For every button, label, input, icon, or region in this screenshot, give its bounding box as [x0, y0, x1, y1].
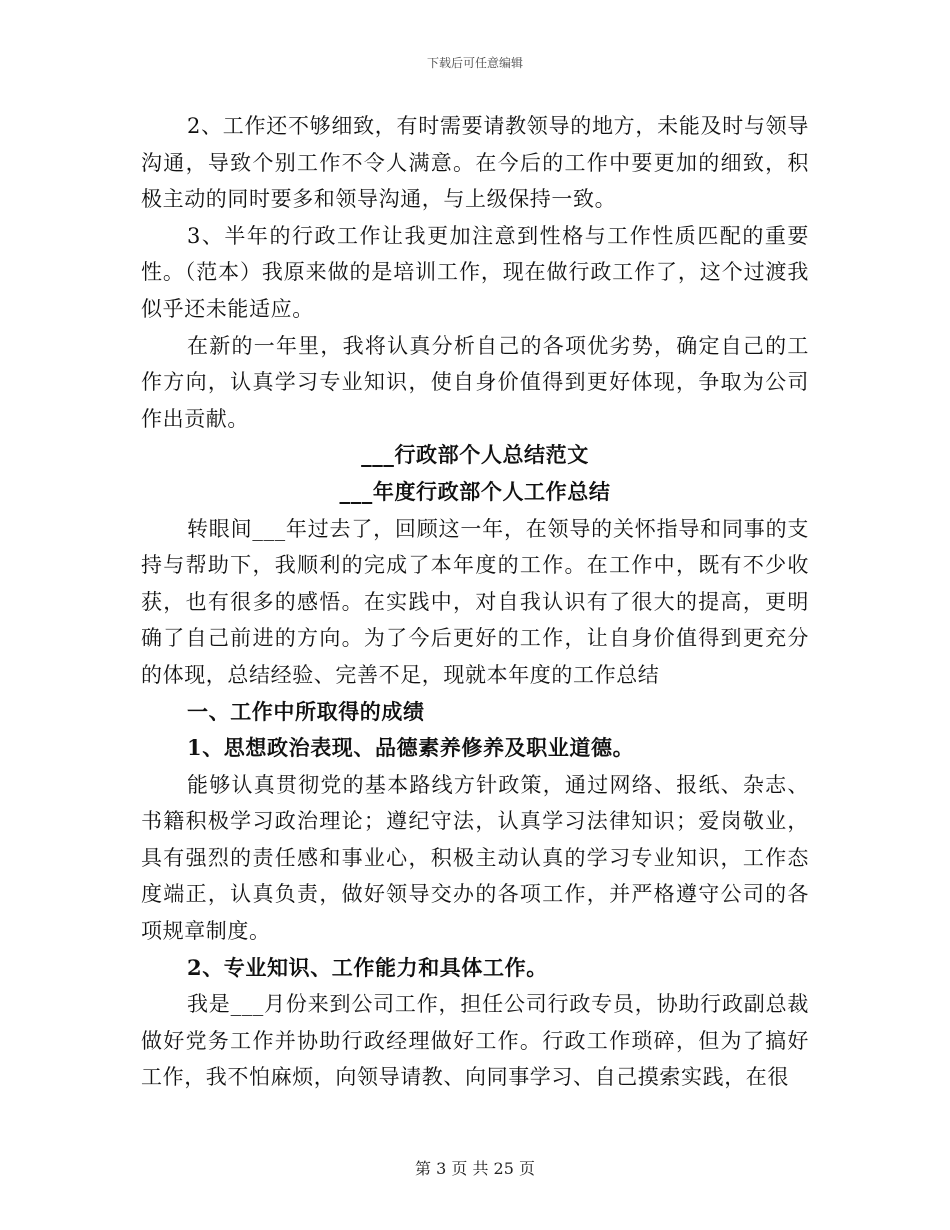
heading-achievements: 一、工作中所取得的成绩: [187, 698, 425, 724]
paragraph-4: 转眼间___年过去了，回顾这一年，在领导的关怀指导和同事的支持与帮助下，我顺利的完成了本年度的工作。在工作中，既有不少收获，也有很多的感悟。在实践中，对自我认识有了很大的提高，更明确了自己前进的方向。为了今后更好的工作，让自身价值得到更充分的体现，总结经验、完善不足，现就本年度的工作总结: [141, 516, 809, 687]
section-subtitle: ___年度行政部个人工作总结: [339, 478, 611, 504]
section-title: ___行政部个人总结范文: [361, 442, 589, 468]
paragraph-1: 2、工作还不够细致，有时需要请教领导的地方，未能及时与领导沟通，导致个别工作不令人满意。在今后的工作中要更加的细致，积极主动的同时要多和领导沟通，与上级保持一致。: [141, 114, 809, 212]
header-note: 下载后可任意编辑: [426, 56, 523, 70]
heading-professional-knowledge: 2、专业知识、工作能力和具体工作。: [187, 954, 548, 980]
paragraph-2: 3、半年的行政工作让我更加注意到性格与工作性质匹配的重要性。（范本）我原来做的是培训工作，现在做行政工作了，这个过渡我似乎还未能适应。: [141, 223, 809, 321]
paragraph-6: 我是___月份来到公司工作，担任公司行政专员，协助行政副总裁做好党务工作并协助行政经理做好工作。行政工作琐碎，但为了搞好工作，我不怕麻烦，向领导请教、向同事学习、自己摸索实践，在很: [141, 992, 809, 1090]
document-body: [141, 108, 809, 1096]
paragraph-3: 在新的一年里，我将认真分析自己的各项优劣势，确定自己的工作方向，认真学习专业知识，使自身价值得到更好体现，争取为公司作出贡献。: [141, 333, 809, 431]
paragraph-5: 能够认真贯彻党的基本路线方针政策，通过网络、报纸、杂志、书籍积极学习政治理论；遵纪守法，认真学习法律知识；爱岗敬业，具有强烈的责任感和事业心，积极主动认真的学习专业知识，工作态度端正，认真负责，做好领导交办的各项工作，并严格遵守公司的各项规章制度。: [141, 772, 809, 944]
heading-political-ethics: 1、思想政治表现、品德素养修养及职业道德。: [187, 735, 635, 761]
page-number: 第 3 页 共 25 页: [415, 1159, 535, 1178]
